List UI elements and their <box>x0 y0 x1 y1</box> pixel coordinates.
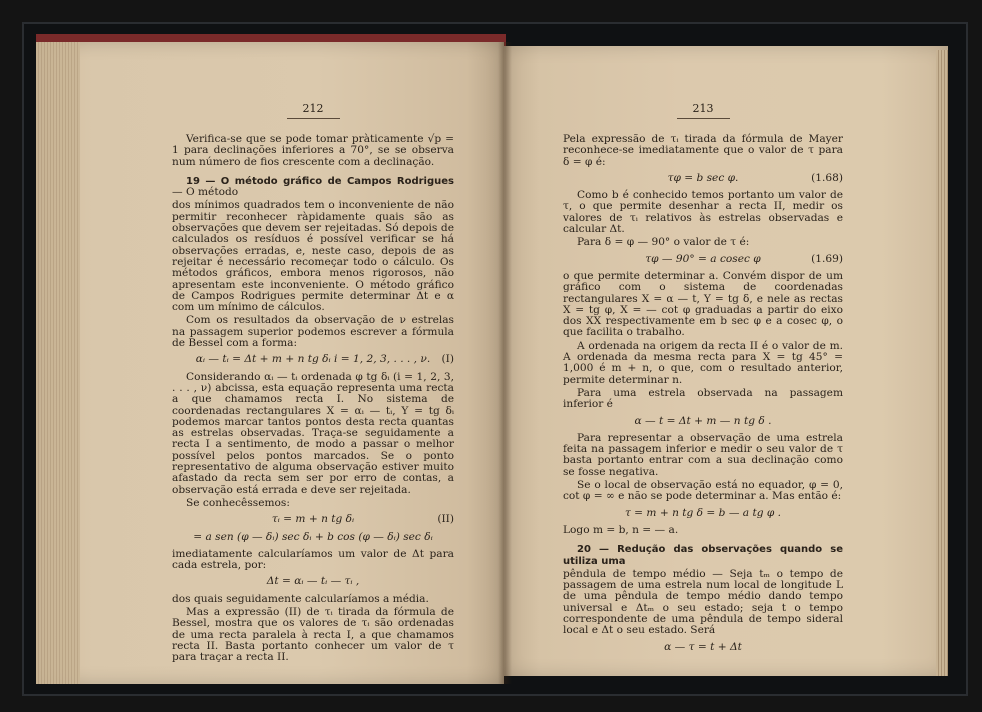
book-gutter <box>498 42 512 684</box>
paragraph: Verifica-se que se pode tomar pràticamente √p = 1 para declinações inferiores a 70°, se se observa num número de fios crescente com a declinação. <box>172 133 454 168</box>
left-page-text <box>172 100 454 665</box>
paragraph: Logo m = b, n = — a. <box>563 523 679 536</box>
section-heading: 20 — Redução das observações quando se utiliza uma <box>563 544 843 567</box>
equation-dt: Δt = αᵢ — tᵢ — τᵢ , <box>266 575 360 588</box>
page-number-left: 212 <box>172 100 454 118</box>
equation-lower-pass: α — t = Δt + m — n tg δ . <box>634 414 772 427</box>
equation-1-68: τφ = b sec φ. (1.68) <box>667 171 843 184</box>
paragraph: Com os resultados da observação de ν estrelas na passagem superior podemos escrever a fórmula de Bessel com a forma: <box>172 314 454 350</box>
paragraph: Mas a expressão (II) de τᵢ tirada da fórmula de Bessel, mostra que os valores de τᵢ são ordenadas de uma recta paralela à recta I, a que chamamos recta II. Basta portanto conhecer um valor de τ para traçar a recta II. <box>172 605 454 664</box>
equation-1-69: τφ — 90° = a cosec φ (1.69) <box>645 252 843 265</box>
paragraph: dos mínimos quadrados tem o inconveniente de não permitir reconhecer ràpidamente quais são as observações que devem ser rejeitadas. Só depois de calculados os resíduos é possível verificar se há observações erradas, e, neste caso, depois de as rejeitar é necessário recomeçar todo o cálculo. Os métodos gráficos, embora menos rigorosos, não apresentam este inconveniente. O método gráfico de Campos Rodrigues permite determinar Δt e α com um mínimo de cálculos. <box>172 199 454 314</box>
paragraph: dos quais seguidamente calcularíamos a média. <box>172 592 429 605</box>
paragraph: Se o local de observação está no equador, φ = 0, cot φ = ∞ e não se pode determinar a. Mas então é: <box>563 479 843 503</box>
paragraph: Para uma estrela observada na passagem inferior é <box>563 386 843 411</box>
page-number-right: 213 <box>563 100 843 118</box>
equation-equator: τ = m + n tg δ = b — a tg φ . <box>624 506 782 519</box>
section-20 <box>563 544 843 567</box>
paragraph: Considerando αᵢ — tᵢ ordenada φ tg δᵢ (i = 1, 2, 3, . . . , ν) abcissa, esta equação representa uma recta a que chamamos recta I. No sistema de coordenadas rectangulares X = αᵢ — tᵢ, Y = tg δᵢ podemos marcar tantos pontos desta recta quantas as estrelas observadas. Traça-se seguidamente a recta I a sentimento, de modo a passar o melhor possível pelos pontos marcados. Se o ponto representativo de alguma observação estiver muito afastado da recta sem ser por erro de contas, a observação está errada e deve ser rejeitada. <box>172 370 454 496</box>
section-19: 19 — O método gráfico de Campos Rodrigues — O método <box>172 175 454 199</box>
equation-II: τᵢ = m + n tg δᵢ (II) <box>271 513 454 526</box>
paragraph: Se conhecêssemos: <box>186 496 290 509</box>
left-page-edges <box>36 42 80 684</box>
equation-II-b: = a sen (φ — δᵢ) sec δᵢ + b cos (φ — δᵢ) sec δᵢ <box>193 530 433 543</box>
paragraph: Para representar a observação de uma estrela feita na passagem inferior e medir o seu valor de τ basta portanto entrar com a sua declinação como se fosse negativa. <box>563 431 843 478</box>
paragraph: Pela expressão de τᵢ tirada da fórmula de Mayer reconhece-se imediatamente que o valor de τ para δ = φ é: <box>563 133 843 168</box>
paragraph: Como b é conhecido temos portanto um valor de τ, o que permite desenhar a recta II, medir os valores de τᵢ relativos às estrelas observadas e calcular Δt. <box>563 189 843 236</box>
paragraph: A ordenada na origem da recta II é o valor de m. A ordenada da mesma recta para X = tg 45° = 1,000 é m + n, o que, com o resultado anterior, permite determinar n. <box>563 339 843 386</box>
right-page-text <box>563 100 843 659</box>
paragraph: imediatamente calcularíamos um valor de Δt para cada estrela, por: <box>172 547 454 572</box>
paragraph: o que permite determinar a. Convém dispor de um gráfico com o sistema de coordenadas rectangulares X = α — t, Y = tg δ, e nele as rectas X = tg φ, X = — cot φ graduadas a partir do eixo dos XX respectivamente em b sec φ e a cosec φ, o que facilita o trabalho. <box>563 269 843 339</box>
section-heading: 19 — O método gráfico de Campos Rodrigues <box>186 175 454 187</box>
paragraph: pêndula de tempo médio — Seja tₘ o tempo de passagem de uma estrela num local de longitude L de uma pêndula de tempo médio dando tempo universal e Δtₘ o seu estado; seja t o tempo correspondente de uma pêndula de tempo sideral local e Δt o seu estado. Será <box>563 567 843 637</box>
equation-final: α — τ = t + Δt <box>664 640 742 653</box>
right-page-edges <box>936 50 948 676</box>
equation-I: αᵢ — tᵢ = Δt + m + n tg δᵢ i = 1, 2, 3, . . . , ν. (I) <box>195 353 454 366</box>
paragraph: Para δ = φ — 90° o valor de τ é: <box>577 236 750 249</box>
